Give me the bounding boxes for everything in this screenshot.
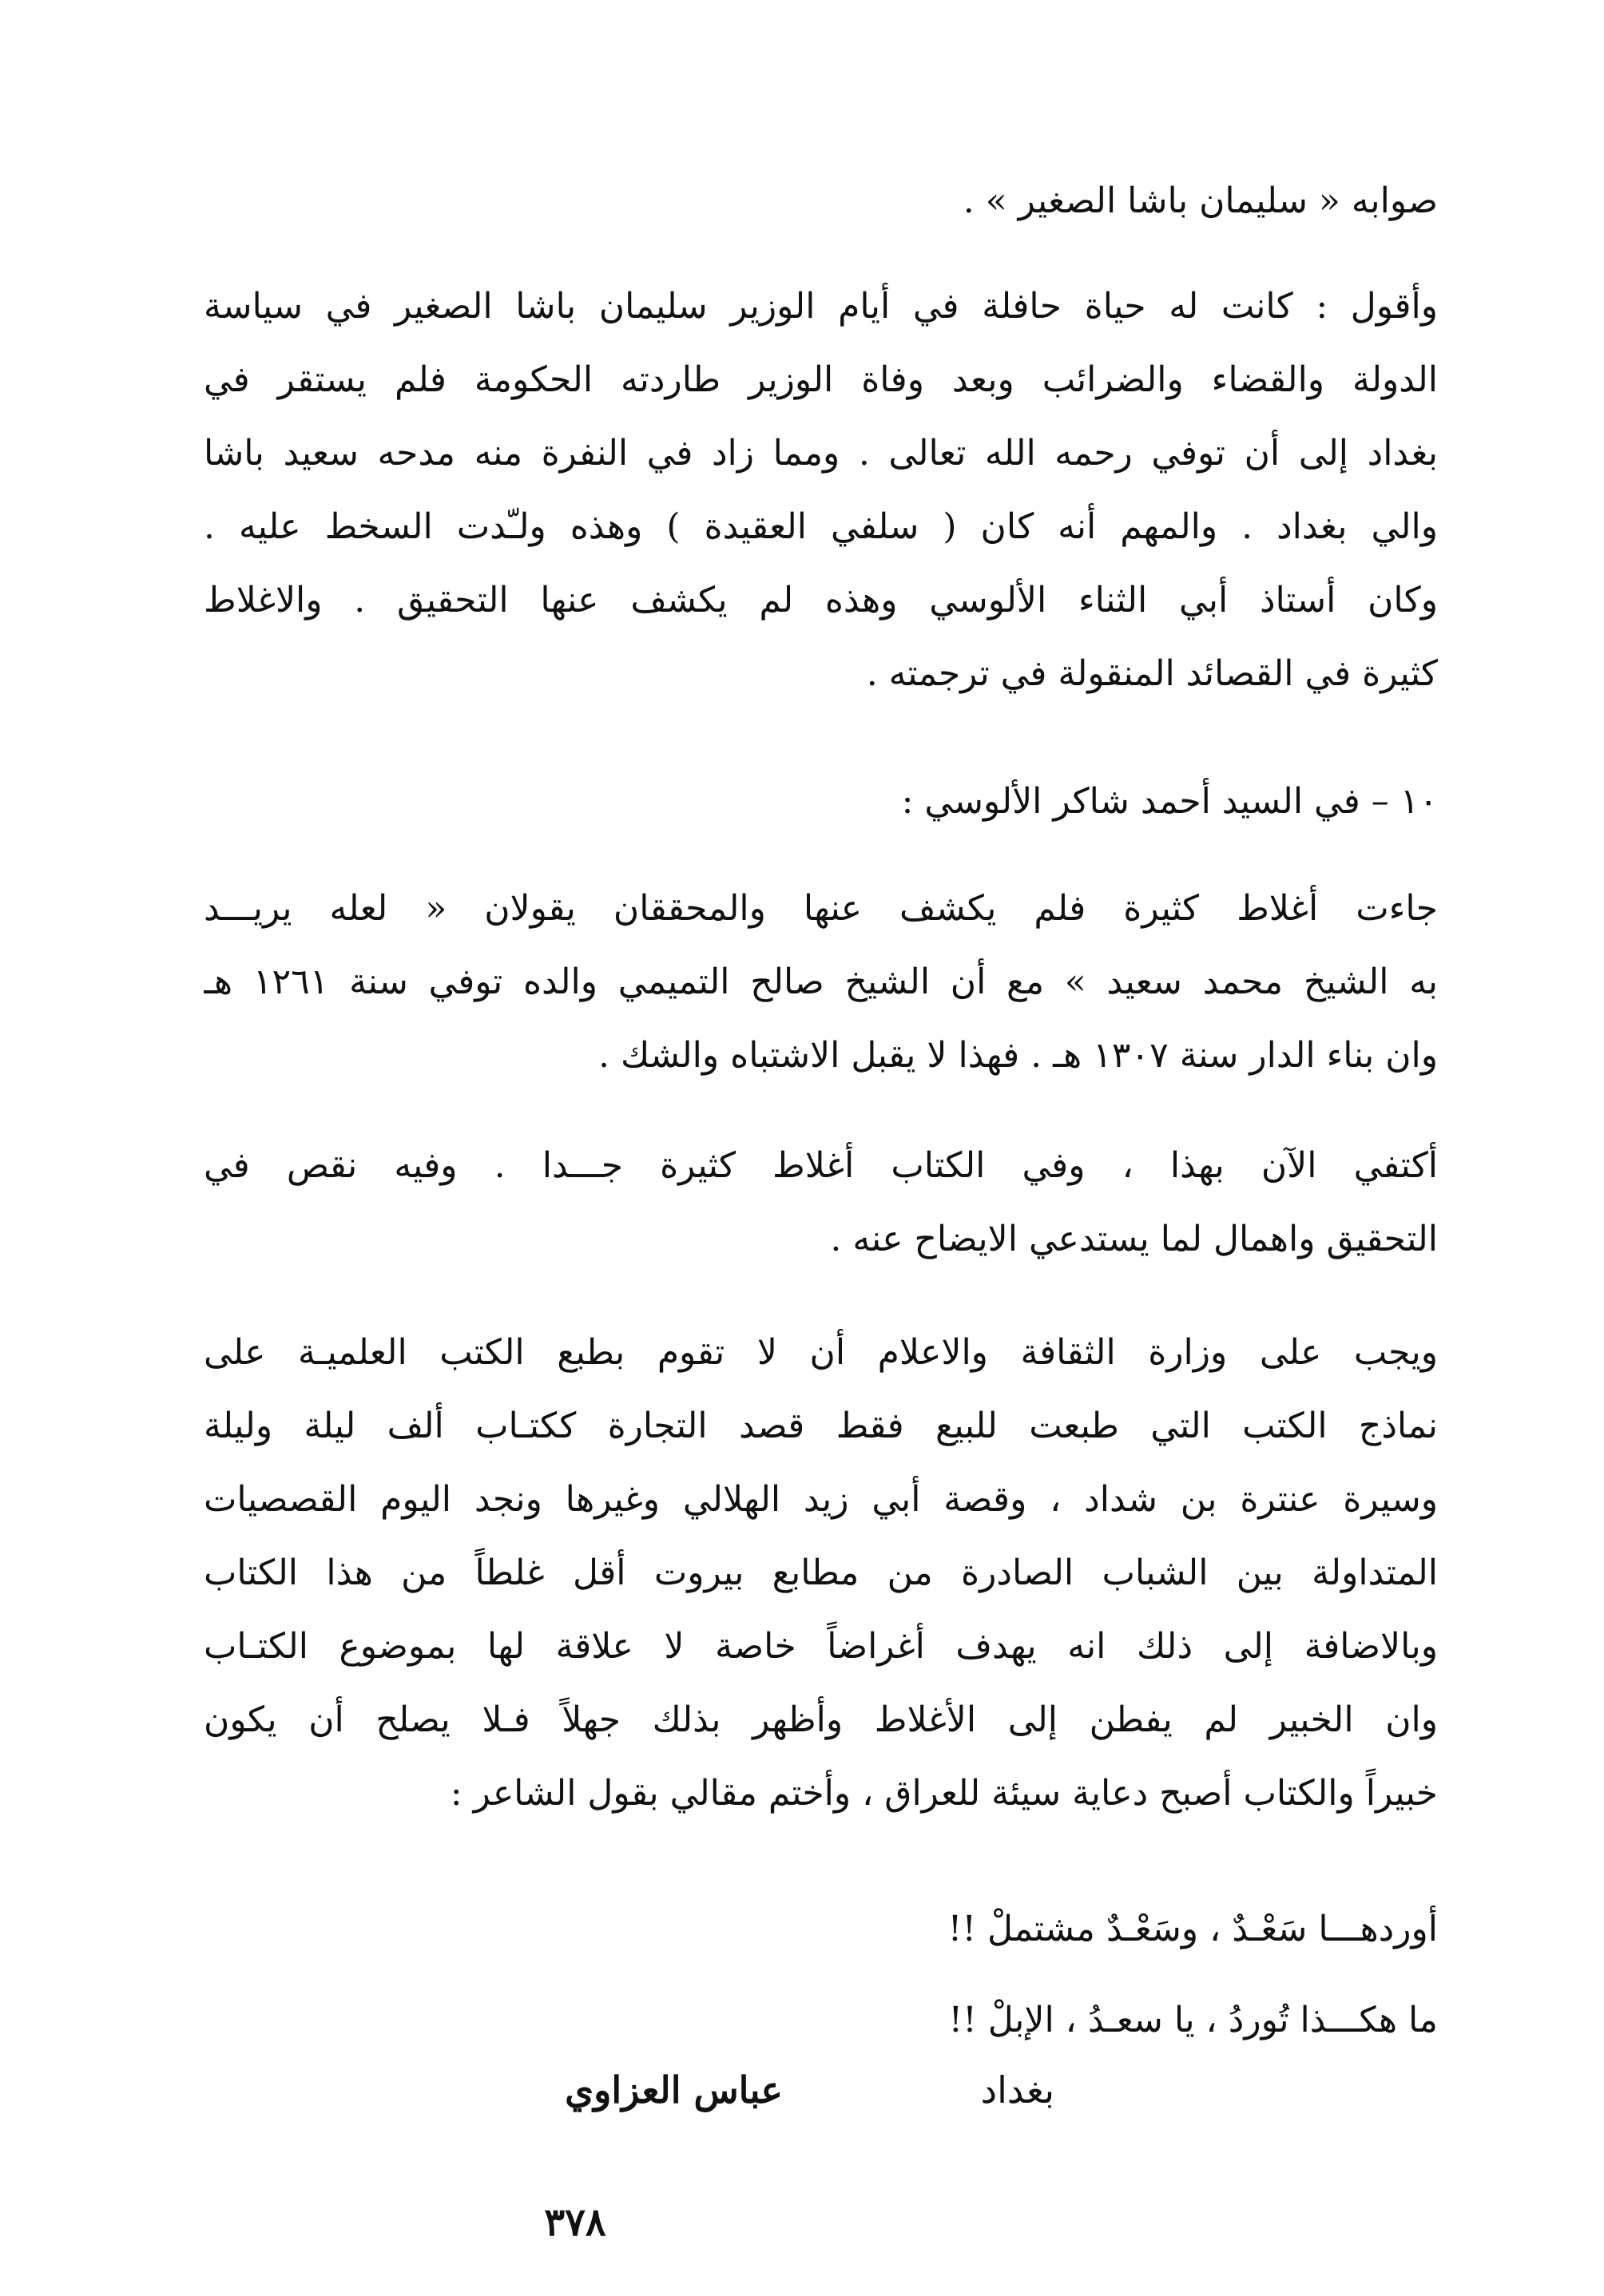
paragraph-line: وسيرة عنترة بن شداد ، وقصة أبي زيد الهلالي وغيرها ونجد اليوم القصصيات <box>204 1479 1438 1520</box>
signature-place: بغداد <box>980 2068 1054 2112</box>
paragraph-line: أكتفي الآن بهذا ، وفي الكتاب أغلاط كثيرة جـــدا . وفيه نقص في <box>204 1145 1438 1186</box>
paragraph-line: خبيراً والكتاب أصبح دعاية سيئة للعراق ، وأختم مقالي بقول الشاعر : <box>450 1773 1438 1814</box>
paragraph-line: المتداولة بين الشباب الصادرة من مطابع بيروت أقل غلطاً من هذا الكتاب <box>204 1552 1438 1593</box>
poem-verse-2 <box>204 1984 1438 2057</box>
paragraph-line: وان بناء الدار سنة ١٣٠٧ هـ . فهذا لا يقبل الاشتباه والشك . <box>598 1035 1438 1076</box>
paragraph-line: وان الخبير لم يفطن إلى الأغلاط وأظهر بذلك جهلاً فـلا يصلح أن يكون <box>204 1699 1438 1740</box>
paragraph-line: كثيرة في القصائد المنقولة في ترجمته . <box>866 653 1438 694</box>
paragraph-line: وأقول : كانت له حياة حافلة في أيام الوزير سليمان باشا الصغير في سياسة <box>204 286 1438 327</box>
paragraph-line: التحقيق واهمال لما يستدعي الايضاح عنه . <box>830 1219 1438 1259</box>
intro-line <box>204 165 1438 238</box>
intro-text: صوابه « سليمان باشا الصغير » . <box>963 180 1438 221</box>
signature-author: عباس العزاوي <box>565 2068 783 2112</box>
paragraph-4 <box>204 1316 1438 1830</box>
signature <box>335 2068 1054 2148</box>
paragraph-line: بغداد إلى أن توفي رحمه الله تعالى . ومما زاد في النفرة منه مدحه سعيد باشا <box>204 433 1438 474</box>
paragraph-1 <box>204 270 1438 711</box>
section-heading-10 <box>204 765 1438 839</box>
paragraph-line: نماذج الكتب التي طبعت للبيع فقط قصد التجارة ككتـاب ألف ليلة وليلة <box>204 1406 1438 1446</box>
poem-verse-text: أوردهـــا سَعْـدٌ ، وسَعْـدٌ مشتملْ !! <box>947 1909 1438 1949</box>
paragraph-line: ويجب على وزارة الثقافة والاعلام أن لا تقوم بطبع الكتب العلميـة على <box>204 1332 1438 1373</box>
paragraph-line: جاءت أغلاط كثيرة فلم يكشف عنها والمحققان يقولان « لعله يريـــد <box>204 888 1438 929</box>
paragraph-line: والي بغداد . والمهم أنه كان ( سلفي العقيدة ) وهذه ولـّدت السخط عليه . <box>204 506 1438 547</box>
paragraph-line: الدولة والقضاء والضرائب وبعد وفاة الوزير طاردته الحكومة فلم يستقر في <box>204 359 1438 400</box>
poem-verse-text: ما هكـــذا تُوردُ ، يا سعـدُ ، الإبلْ !! <box>948 2000 1438 2040</box>
paragraph-line: وكان أستاذ أبي الثناء الألوسي وهذه لم يكشف عنها التحقيق . والاغلاط <box>204 580 1438 621</box>
section-heading-text: ١٠ – في السيد أحمد شاكر الألوسي : <box>901 781 1438 822</box>
paragraph-2 <box>204 872 1438 1092</box>
paragraph-line: وبالاضافة إلى ذلك انه يهدف أغراضاً خاصة لا علاقة لها بموضوع الكتـاب <box>204 1626 1438 1667</box>
poem-verse-1 <box>204 1893 1438 1966</box>
paragraph-3 <box>204 1129 1438 1276</box>
page-number: ٣٧٨ <box>544 2200 606 2245</box>
paragraph-line: به الشيخ محمد سعيد » مع أن الشيخ صالح التميمي والده توفي سنة ١٢٦١ هـ <box>204 962 1438 1002</box>
